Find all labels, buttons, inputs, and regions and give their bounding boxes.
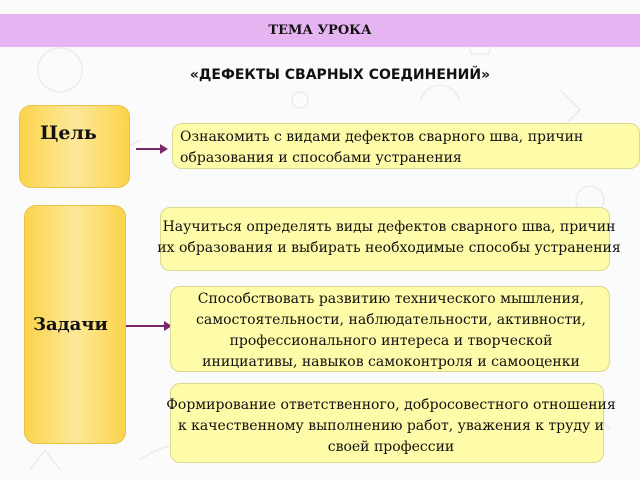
task-text-line: профессионального интереса и творческой [229, 333, 553, 349]
goal-text-box [172, 123, 640, 169]
goal-text-line: образования и способами устранения [180, 150, 462, 166]
task-text-line: их образования и выбирать необходимые способы устранения [157, 240, 621, 256]
header-bar [0, 14, 640, 47]
task-box-3 [166, 383, 616, 463]
goal-label-box [19, 105, 130, 188]
tasks-label: Задачи [33, 314, 108, 335]
task-text-line: самостоятельности, наблюдательности, активности, [196, 312, 586, 328]
task-text-line: к качественному выполнению работ, уважения к труду и [177, 418, 605, 434]
task-text-line: Формирование ответственного, добросовестного отношения [166, 397, 616, 413]
goal-label: Цель [40, 122, 97, 144]
tasks-label-box [24, 205, 126, 444]
task-text-line: Научиться определять виды дефектов сварного шва, причин [162, 219, 616, 235]
task-text-line: своей профессии [327, 439, 455, 455]
task-box-2 [170, 286, 610, 372]
lesson-topic: «ДЕФЕКТЫ СВАРНЫХ СОЕДИНЕНИЙ» [189, 67, 491, 83]
task-box-1 [157, 207, 621, 271]
task-text-line: инициативы, навыков самоконтроля и самооценки [202, 354, 580, 370]
page-title: ТЕМА УРОКА [268, 23, 372, 38]
goal-text-line: Ознакомить с видами дефектов сварного шва, причин [180, 129, 584, 145]
goal-arrow [136, 143, 168, 155]
task-text-line: Способствовать развитию технического мышления, [197, 291, 585, 307]
